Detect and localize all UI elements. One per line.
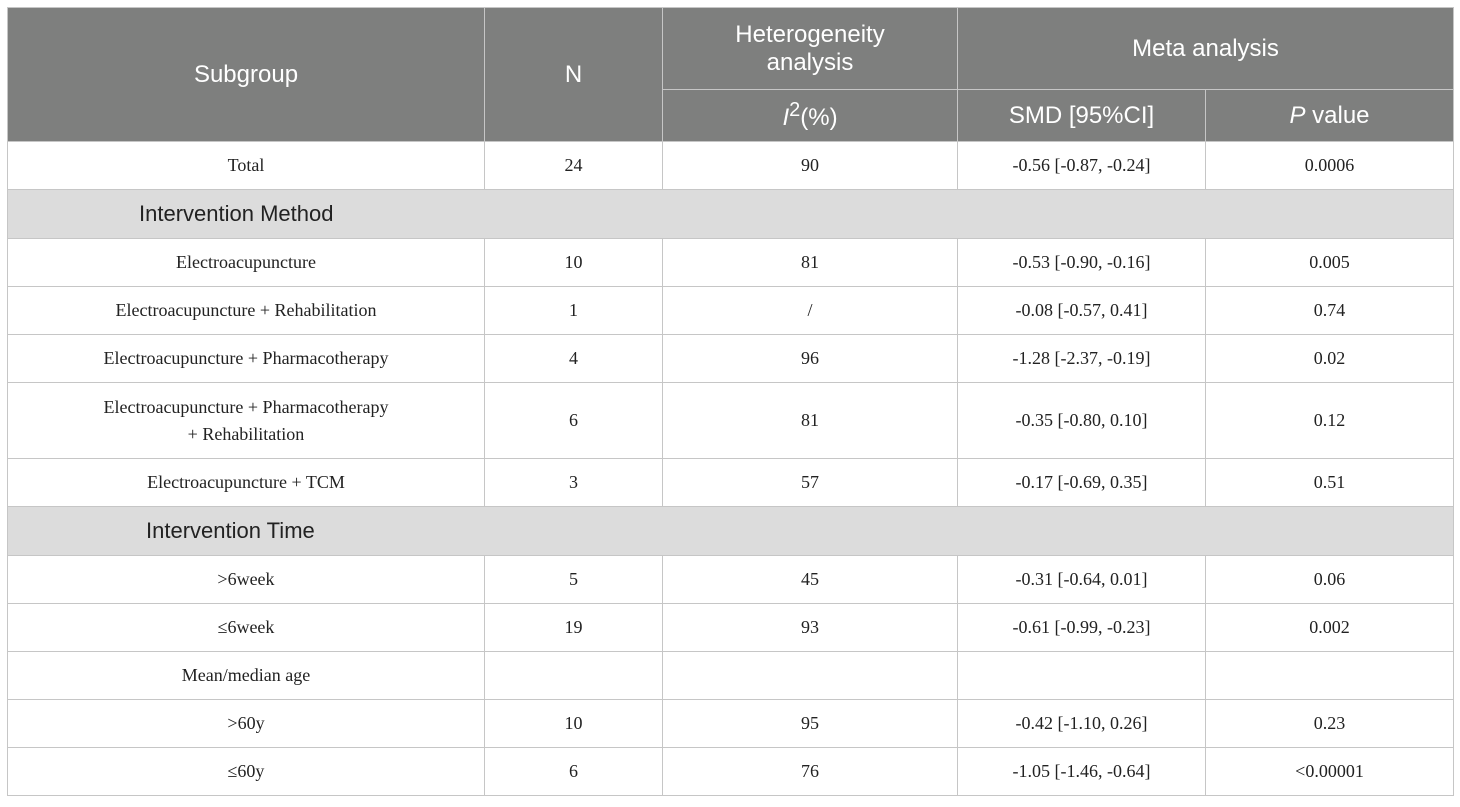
i2-unit: (%) [800,104,838,131]
section-row-method [8,190,1454,239]
table-row [8,700,1454,748]
cell-n: 6 [485,748,663,796]
cell-n: 5 [485,556,663,604]
cell-n: 1 [485,287,663,335]
cell-subgroup: Electroacupuncture [8,239,485,287]
cell-p: <0.00001 [1206,748,1454,796]
cell-n: 24 [485,142,663,190]
table-row [8,335,1454,383]
cell-p [1206,652,1454,700]
cell-smd: -0.08 [-0.57, 0.41] [958,287,1206,335]
cell-subgroup: Mean/median age [8,652,485,700]
heterogeneity-line2: analysis [766,48,854,76]
cell-n [485,652,663,700]
cell-p: 0.06 [1206,556,1454,604]
i2-symbol: I [782,104,790,131]
cell-subgroup-line2: + Rehabilitation [187,423,305,444]
cell-subgroup: >60y [8,700,485,748]
cell-n: 19 [485,604,663,652]
cell-smd: -0.42 [-1.10, 0.26] [958,700,1206,748]
cell-subgroup: >6week [8,556,485,604]
cell-n: 3 [485,459,663,507]
table-row [8,383,1454,459]
cell-i2 [663,652,958,700]
cell-subgroup-line1: Electroacupuncture + Pharmacotherapy [103,396,389,417]
table-header [8,8,1454,142]
cell-i2: 57 [663,459,958,507]
cell-p: 0.002 [1206,604,1454,652]
cell-n: 4 [485,335,663,383]
cell-smd: -0.61 [-0.99, -0.23] [958,604,1206,652]
cell-p: 0.23 [1206,700,1454,748]
p-symbol: P [1289,101,1306,129]
cell-p: 0.74 [1206,287,1454,335]
table-row-age-label [8,652,1454,700]
cell-smd: -0.31 [-0.64, 0.01] [958,556,1206,604]
cell-i2: 96 [663,335,958,383]
cell-i2: 76 [663,748,958,796]
cell-i2: 95 [663,700,958,748]
table-row [8,748,1454,796]
cell-i2: 45 [663,556,958,604]
table-row [8,287,1454,335]
cell-i2: 81 [663,383,958,459]
col-header-n: N [485,8,663,142]
col-header-i2 [663,90,958,142]
cell-i2: 90 [663,142,958,190]
cell-subgroup: Electroacupuncture + TCM [8,459,485,507]
col-header-heterogeneity [663,8,958,90]
cell-n: 10 [485,239,663,287]
cell-subgroup: Electroacupuncture + Pharmacotherapy [8,335,485,383]
cell-subgroup: Total [8,142,485,190]
col-header-meta-analysis: Meta analysis [958,8,1454,90]
cell-n: 6 [485,383,663,459]
heterogeneity-line1: Heterogeneity [735,20,885,48]
cell-i2: / [663,287,958,335]
col-header-subgroup: Subgroup [8,8,485,142]
cell-subgroup: ≤60y [8,748,485,796]
table-row [8,604,1454,652]
subgroup-table [7,7,1454,796]
section-title: Intervention Method [139,201,334,226]
section-row-time [8,507,1454,556]
col-header-smd: SMD [95%CI] [958,90,1206,142]
cell-smd: -0.56 [-0.87, -0.24] [958,142,1206,190]
cell-smd: -0.53 [-0.90, -0.16] [958,239,1206,287]
table-row [8,459,1454,507]
table-row [8,142,1454,190]
cell-p: 0.0006 [1206,142,1454,190]
cell-subgroup: ≤6week [8,604,485,652]
cell-p: 0.12 [1206,383,1454,459]
cell-smd [958,652,1206,700]
cell-subgroup [8,383,485,459]
cell-subgroup: Electroacupuncture + Rehabilitation [8,287,485,335]
table-body [8,142,1454,796]
p-label: value [1305,101,1370,129]
cell-smd: -0.17 [-0.69, 0.35] [958,459,1206,507]
cell-i2: 81 [663,239,958,287]
i2-superscript: 2 [789,99,801,121]
cell-i2: 93 [663,604,958,652]
cell-p: 0.02 [1206,335,1454,383]
cell-smd: -1.28 [-2.37, -0.19] [958,335,1206,383]
cell-smd: -1.05 [-1.46, -0.64] [958,748,1206,796]
cell-smd: -0.35 [-0.80, 0.10] [958,383,1206,459]
section-title: Intervention Time [146,518,315,543]
cell-n: 10 [485,700,663,748]
table-row [8,239,1454,287]
table-row [8,556,1454,604]
col-header-p-value [1206,90,1454,142]
cell-p: 0.51 [1206,459,1454,507]
cell-p: 0.005 [1206,239,1454,287]
